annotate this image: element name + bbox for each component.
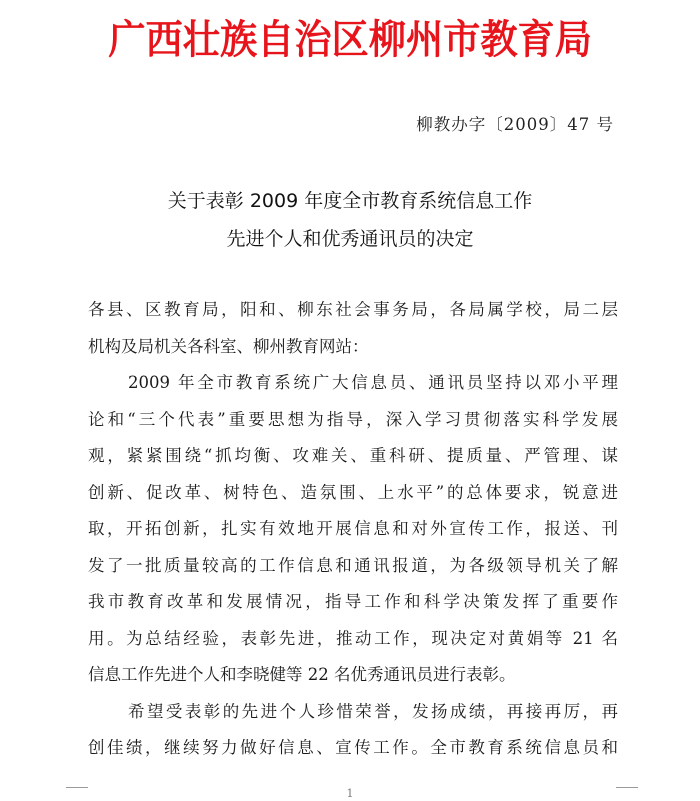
body-line: 取，开拓创新，扎实有效地开展信息和对外宣传工作，报送、刊	[88, 519, 618, 538]
document-body	[88, 292, 618, 767]
body-line: 2009 年全市教育系统广大信息员、通讯员坚持以邓小平理	[128, 373, 618, 392]
body-line: 创佳绩，继续努力做好信息、宣传工作。全市教育系统信息员和	[88, 738, 618, 757]
body-line: 观，紧紧围绕“抓均衡、攻难关、重科研、提质量、严管理、谋	[88, 446, 618, 465]
addressee-line-2: 机构及局机关各科室、柳州教育网站：	[88, 336, 369, 356]
footer-right-mark	[616, 787, 638, 788]
addressee-line-1: 各县、区教育局，阳和、柳东社会事务局，各局属学校，局二层	[88, 300, 618, 319]
title-line-1: 关于表彰 2009 年度全市教育系统信息工作	[167, 190, 533, 212]
body-line: 论和“三个代表”重要思想为指导，深入学习贯彻落实科学发展	[88, 409, 618, 429]
body-line: 发了一批质量较高的工作信息和通讯报道，为各级领导机关了解	[88, 555, 618, 575]
document-title	[0, 182, 700, 258]
title-line-2: 先进个人和优秀通讯员的决定	[226, 228, 474, 250]
document-number: 柳教办字〔2009〕47 号	[416, 115, 614, 134]
organization-header: 广西壮族自治区柳州市教育局	[108, 17, 592, 63]
body-line: 我市教育改革和发展情况，指导工作和科学决策发挥了重要作	[88, 592, 618, 611]
body-line: 用。为总结经验，表彰先进，推动工作，现决定对黄娟等 21 名	[88, 628, 618, 648]
page-number: 1	[346, 787, 354, 800]
body-line: 创新、促改革、树特色、造氛围、上水平”的总体要求，锐意进	[88, 482, 618, 502]
body-line: 希望受表彰的先进个人珍惜荣誉，发扬成绩，再接再厉，再	[128, 701, 618, 721]
body-line: 信息工作先进个人和李晓健等 22 名优秀通讯员进行表彰。	[88, 665, 516, 684]
